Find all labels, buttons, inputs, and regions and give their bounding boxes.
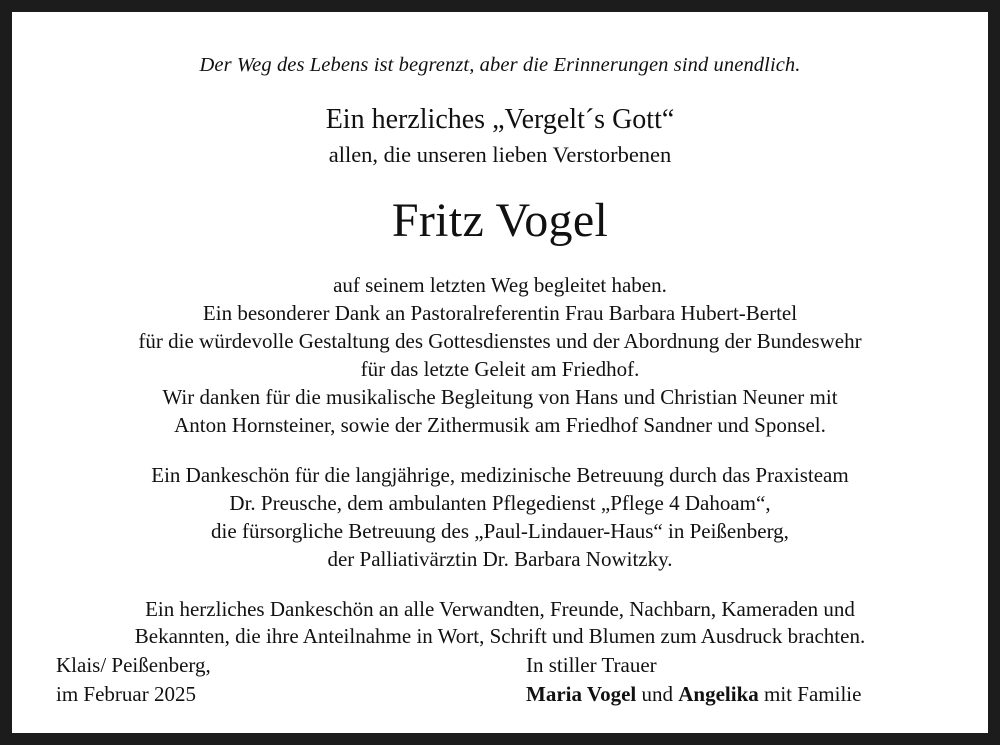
paragraph-line: Ein Dankeschön für die langjährige, medizinische Betreuung durch das Praxisteam: [151, 462, 849, 487]
paragraph-line: Bekannten, die ihre Anteilnahme in Wort, Schrift und Blumen zum Ausdruck brachten.: [134, 624, 866, 649]
thanks-paragraph-3: [48, 596, 952, 652]
paragraph-line: Ein herzliches Dankeschön an alle Verwandten, Freunde, Nachbarn, Kameraden und: [145, 596, 855, 621]
paragraph-line: der Palliativärztin Dr. Barbara Nowitzky.: [327, 546, 673, 571]
paragraph-line: auf seinem letzten Weg begleitet haben.: [333, 273, 667, 298]
footer-place-date: [48, 651, 526, 708]
footer-place: Klais/ Peißenberg,: [56, 653, 211, 678]
thanks-paragraph-1: [48, 272, 952, 440]
footer-mourners: [526, 651, 952, 708]
epigraph-text: Der Weg des Lebens ist begrenzt, aber die Erinnerungen sind unendlich.: [199, 54, 801, 76]
mourner-suffix: mit Familie: [758, 681, 862, 706]
thanks-subline: allen, die unseren lieben Verstorbenen: [328, 142, 672, 168]
thanks-headline: Ein herzliches „Vergelt´s Gott“: [325, 104, 675, 135]
paragraph-line: für das letzte Geleit am Friedhof.: [360, 357, 640, 382]
paragraph-line: Wir danken für die musikalische Begleitung von Hans und Christian Neuner mit: [162, 384, 838, 409]
mourner-secondary: Angelika: [678, 681, 759, 706]
mourner-connector: und: [636, 681, 679, 706]
mourner-names: [526, 680, 952, 708]
paragraph-line: Anton Hornsteiner, sowie der Zithermusik am Friedhof Sandner und Sponsel.: [174, 412, 826, 437]
obituary-card: [12, 12, 988, 733]
footer: [48, 651, 952, 726]
paragraph-line: Dr. Preusche, dem ambulanten Pflegedienst „Pflege 4 Dahoam“,: [229, 490, 771, 515]
paragraph-line: die fürsorgliche Betreuung des „Paul-Lindauer-Haus“ in Peißenberg,: [211, 518, 789, 543]
thanks-paragraph-2: [48, 462, 952, 574]
footer-date: im Februar 2025: [56, 681, 196, 706]
mourner-primary: Maria Vogel: [526, 681, 637, 706]
mourning-label: In stiller Trauer: [526, 653, 657, 678]
deceased-name: Fritz Vogel: [391, 194, 609, 248]
paragraph-line: Ein besonderer Dank an Pastoralreferentin Frau Barbara Hubert-Bertel: [202, 301, 798, 326]
paragraph-line: für die würdevolle Gestaltung des Gottesdienstes und der Abordnung der Bundeswehr: [138, 329, 862, 354]
